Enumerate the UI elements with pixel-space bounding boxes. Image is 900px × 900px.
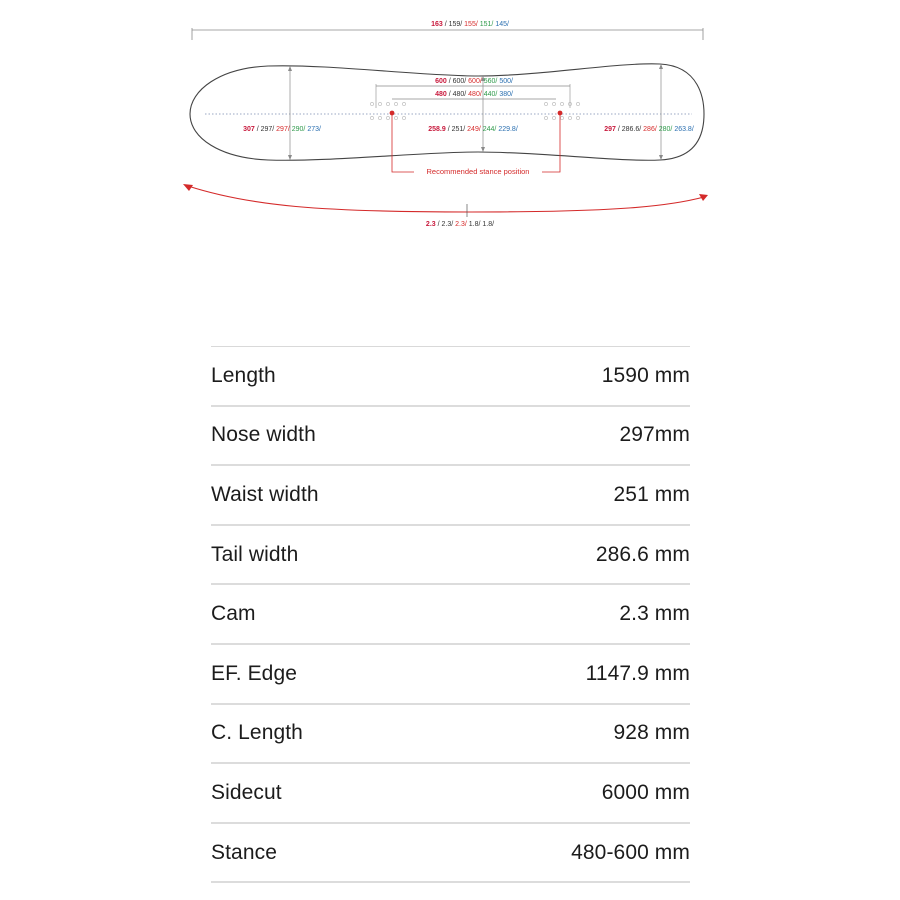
spec-row <box>211 407 690 467</box>
inner-stance-label <box>435 91 513 98</box>
label-part: 560/ <box>483 78 500 85</box>
spec-value: 928 mm <box>613 721 690 745</box>
label-part: / 2.3/ <box>435 221 456 228</box>
label-part: 273/ <box>307 126 321 133</box>
label-part: 500/ <box>499 78 513 85</box>
label-part: 1.8/ <box>468 221 483 228</box>
spec-value: 2.3 mm <box>619 602 690 626</box>
spec-table <box>211 346 690 883</box>
label-part: 380/ <box>499 91 513 98</box>
label-part: 290/ <box>291 126 308 133</box>
label-part: / 480/ <box>446 91 469 98</box>
tail-width-label <box>604 126 694 133</box>
spec-value: 251 mm <box>613 482 690 506</box>
spec-label: Length <box>211 363 276 387</box>
label-part: 2.3/ <box>455 221 469 228</box>
spec-row <box>211 705 690 765</box>
label-part: 440/ <box>483 91 500 98</box>
label-part: / 251/ <box>445 126 468 133</box>
label-part: 151/ <box>479 21 496 28</box>
label-part: 307 <box>243 126 255 133</box>
nose-width-label <box>243 126 321 133</box>
spec-value: 1147.9 mm <box>585 661 690 685</box>
label-part: 280/ <box>658 126 675 133</box>
right-stance-dot <box>558 111 563 116</box>
spec-value: 286.6 mm <box>595 542 690 566</box>
label-part: 480 <box>435 91 447 98</box>
waist-width-dimension <box>428 76 518 152</box>
tail-width-dimension <box>604 64 694 160</box>
outer-stance-label <box>435 78 513 85</box>
spec-label: Waist width <box>211 482 319 506</box>
spec-label: Nose width <box>211 423 316 447</box>
label-part: 229.8/ <box>498 126 518 133</box>
waist-width-label <box>428 126 518 133</box>
label-part: / 297/ <box>254 126 277 133</box>
camber-profile <box>183 184 708 228</box>
label-part: / 600/ <box>446 78 469 85</box>
label-part: 145/ <box>495 21 509 28</box>
label-part: 1.8/ <box>482 221 495 228</box>
label-part: 263.8/ <box>674 126 694 133</box>
spec-label: Cam <box>211 602 256 626</box>
spec-row <box>211 466 690 526</box>
label-part: / 286.6/ <box>615 126 644 133</box>
right-insert-pattern <box>544 102 579 119</box>
label-part: 244/ <box>482 126 499 133</box>
snowboard-diagram <box>0 0 900 260</box>
inner-stance-dimension <box>392 91 556 99</box>
spec-label: Sidecut <box>211 780 282 804</box>
left-insert-pattern <box>370 102 405 119</box>
spec-row <box>211 645 690 705</box>
label-part: 480/ <box>468 91 484 98</box>
label-part: 163 <box>431 21 443 28</box>
label-part: 600 <box>435 78 447 85</box>
length-label <box>431 21 509 28</box>
spec-row <box>211 585 690 645</box>
spec-row <box>211 526 690 586</box>
spec-value: 297mm <box>619 423 690 447</box>
label-part: 297 <box>604 126 616 133</box>
spec-label: Stance <box>211 840 277 864</box>
stance-markers <box>390 111 563 176</box>
spec-row <box>211 764 690 824</box>
spec-value: 6000 mm <box>601 780 690 804</box>
length-dimension <box>192 21 703 40</box>
spec-label: EF. Edge <box>211 661 298 685</box>
label-part: 297/ <box>276 126 292 133</box>
spec-label: Tail width <box>211 542 299 566</box>
spec-label: C. Length <box>211 721 303 745</box>
nose-width-dimension <box>243 66 321 160</box>
spec-value: 1590 mm <box>601 363 690 387</box>
label-part: 286/ <box>643 126 659 133</box>
label-part: 2.3 <box>425 221 436 228</box>
label-part: 600/ <box>468 78 484 85</box>
label-part: 249/ <box>467 126 483 133</box>
stance-note: Recommended stance position <box>426 167 530 176</box>
label-part: / 159/ <box>442 21 465 28</box>
label-part: 155/ <box>464 21 480 28</box>
spec-row <box>211 347 690 407</box>
camber-label <box>426 221 494 228</box>
spec-value: 480-600 mm <box>571 840 690 864</box>
label-part: 258.9 <box>428 126 446 133</box>
left-stance-dot <box>390 111 395 116</box>
spec-row <box>211 824 690 884</box>
